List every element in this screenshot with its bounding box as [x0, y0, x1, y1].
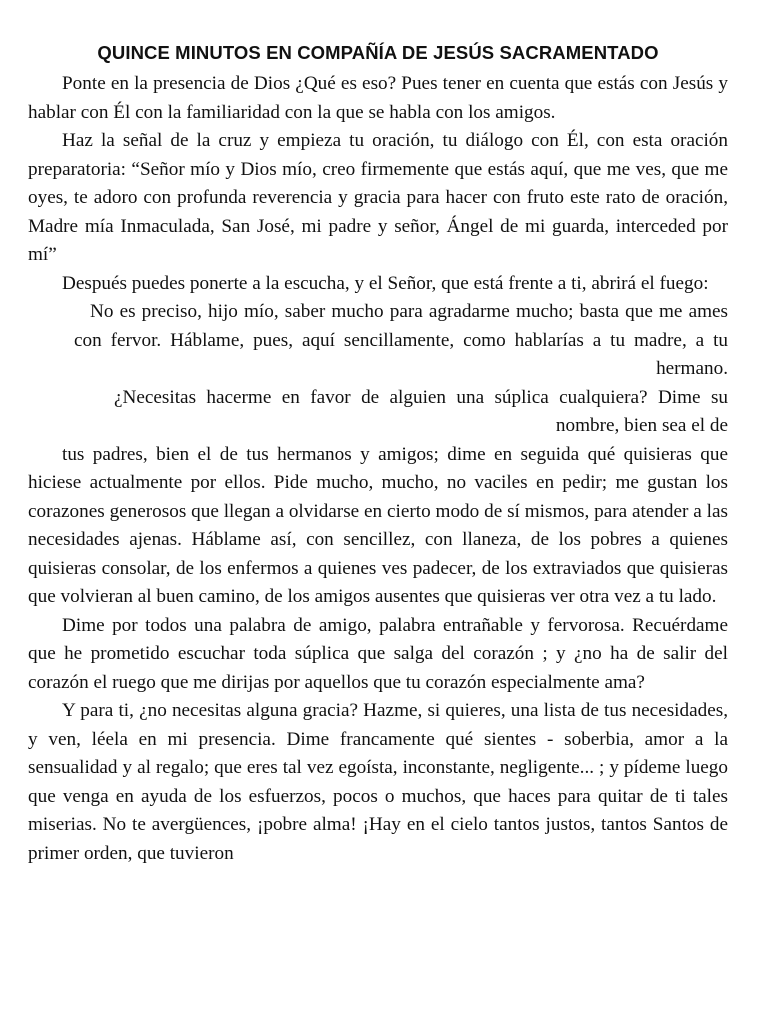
paragraph-sign-of-cross: Haz la señal de la cruz y empieza tu oración, tu diálogo con Él, con esta oración preparatoria: “Señor mío y Dios mío, creo firmemente que estás aquí, que me ves, que me oyes, te adoro con profunda reverencia y gracia para hacer con fruto este rato de oración, Madre mía Inmaculada, San José, mi padre y señor, Ángel de mi guarda, interceded por mí”: [28, 130, 728, 265]
paragraph-para-ti: Y para ti, ¿no necesitas alguna gracia? Hazme, si quieres, una lista de tus necesidades, y ven, léela en mi presencia. Dime francamente qué sientes - soberbia, amor a la sensualidad y al regalo; que eres tal vez egoísta, inconstante, negligente... ; y pídeme luego que venga en ayuda de los esfuerzos, pocos o muchos, que haces para quitar de ti tales miserias. No te avergüences, ¡pobre alma! ¡Hay en el cielo tantos justos, tantos Santos de primer orden, que tuvieron: [28, 700, 728, 864]
quote-no-es-preciso: No es preciso, hijo mío, saber mucho para agradarme mucho; basta que me ames con fervor. Háblame, pues, aquí sencillamente, como hablarías a tu madre, a tu hermano.: [74, 301, 728, 379]
quote-necesitas: ¿Necesitas hacerme en favor de alguien una súplica cualquiera? Dime su nombre, bien sea el de: [114, 386, 728, 436]
paragraph-padres: tus padres, bien el de tus hermanos y amigos; dime en seguida qué quisieras que hiciese actualmente por ellos. Pide mucho, mucho, no vaciles en pedir; me gustan los corazones generosos que llegan a olvidarse en cierto modo de sí mismos, para atender a las necesidades ajenas. Háblame así, con sencillez, con llaneza, de los pobres a quienes quisieras consolar, de los enfermos a quienes ves padecer, de los extraviados que quisieras que volvieran al buen camino, de los amigos ausentes que quisieras ver otra vez a tu lado.: [28, 443, 728, 607]
document-page: [28, 40, 728, 868]
paragraph-presence: Ponte en la presencia de Dios ¿Qué es eso? Pues tener en cuenta que estás con Jesús y hablar con Él con la familiaridad con la que se habla con los amigos.: [28, 73, 728, 123]
page-title: QUINCE MINUTOS EN COMPAÑÍA DE JESÚS SACRAMENTADO: [97, 42, 659, 63]
paragraph-listen: Después puedes ponerte a la escucha, y el Señor, que está frente a ti, abrirá el fuego:: [62, 272, 709, 294]
paragraph-palabra-amigo: Dime por todos una palabra de amigo, palabra entrañable y fervorosa. Recuérdame que he prometido escuchar toda súplica que salga del corazón ; y ¿no ha de salir del corazón el ruego que me dirijas por aquellos que tu corazón especialmente ama?: [28, 614, 728, 693]
